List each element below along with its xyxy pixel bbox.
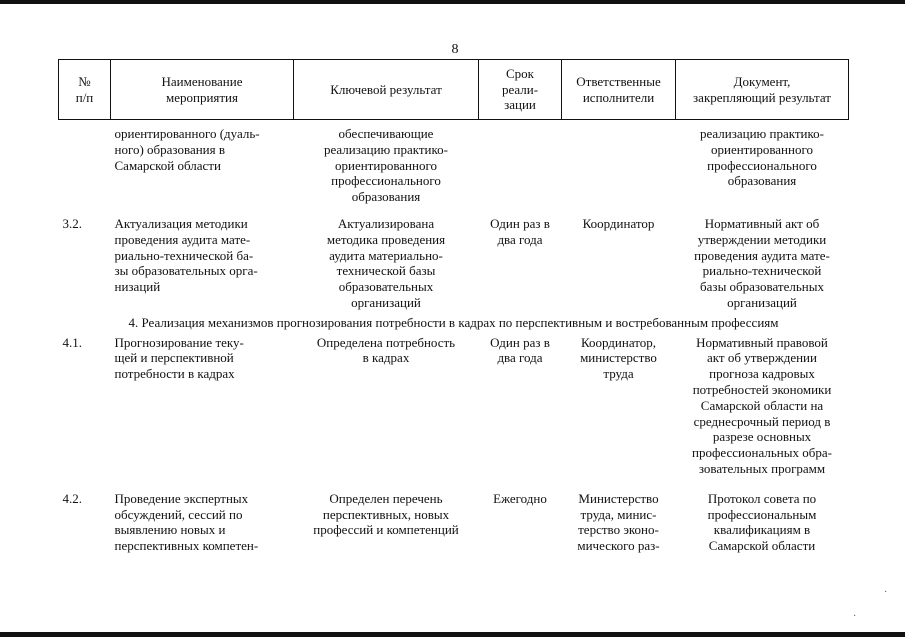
scan-speck: · (884, 587, 888, 598)
top-scan-border (0, 0, 905, 4)
activity-name: ориентированного (дуаль- ного) образования в Самарской области (114, 126, 260, 173)
row-number: 3.2. (62, 216, 82, 231)
row-number: 4.2. (62, 490, 82, 506)
responsible (562, 120, 676, 213)
activity-name: Актуализация методики проведения аудита мате- риально-технической ба- зы образовательных орга- низаций (114, 216, 258, 295)
table-row (59, 120, 849, 213)
bottom-scan-border (0, 632, 905, 637)
responsible: Министерство труда, минис- терство эконо- мического раз- (577, 490, 660, 554)
header-term: Срок реали- зации (479, 60, 562, 120)
scan-speck: · (853, 611, 857, 622)
document: Нормативный акт об утверждении методики проведения аудита мате- риально-технической базы образовательных организаций (694, 216, 830, 310)
key-result: Определена потребность в кадрах (316, 334, 456, 366)
table-row (59, 479, 849, 556)
key-result: обеспечивающие реализацию практико- ориентированного профессионального образования (323, 126, 449, 205)
activity-name: Прогнозирование теку- щей и перспективной потребности в кадрах (114, 334, 244, 382)
row-number: 4.1. (62, 334, 82, 350)
row-number (59, 120, 111, 213)
header-document: Документ, закрепляющий результат (676, 60, 849, 120)
term (479, 120, 562, 213)
term: Один раз в два года (490, 216, 550, 247)
document: реализацию практико- ориентированного профессионального образования (699, 126, 825, 189)
key-result: Актуализирована методика проведения аудита материально- технической базы образовательных организаций (326, 216, 446, 310)
table-row (59, 333, 849, 479)
document: Нормативный правовой акт об утверждении прогноза кадровых потребностей экономики Самарской области на среднесрочный период в разрезе основных профессиональных обра- зовательных программ (692, 334, 832, 476)
action-plan-table (58, 59, 849, 556)
document: Протокол совета по профессиональным квалификациям в Самарской области (707, 490, 817, 554)
section-heading-row (59, 313, 849, 333)
page-number: 8 (451, 42, 459, 57)
key-result: Определен перечень перспективных, новых профессий и компетенций (313, 490, 459, 538)
activity-name: Проведение экспертных обсуждений, сессий по выявлению новых и перспективных компетен- (114, 490, 259, 554)
responsible: Координатор (582, 216, 655, 231)
header-number: № п/п (59, 60, 111, 120)
table-header-row (59, 60, 849, 120)
header-key-result: Ключевой результат (294, 60, 479, 120)
section-heading: 4. Реализация механизмов прогнозирования потребности в кадрах по перспективным и востребованным профессиям (128, 314, 779, 330)
header-responsible: Ответственные исполнители (562, 60, 676, 120)
responsible: Координатор, министерство труда (580, 334, 657, 382)
header-activity-name: Наименование мероприятия (111, 60, 294, 120)
table-row (59, 212, 849, 313)
term: Один раз в два года (490, 334, 550, 366)
term: Ежегодно (493, 490, 547, 506)
